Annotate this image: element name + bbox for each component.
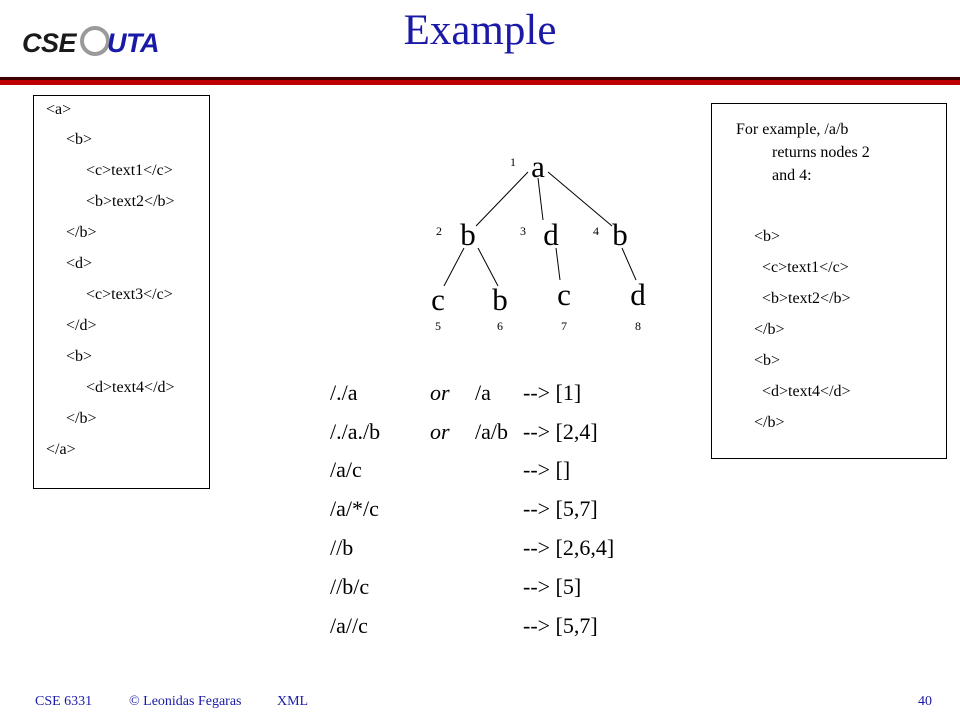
query-result: --> [5,7] — [523, 613, 598, 638]
xml-line: <c>text3</c> — [70, 286, 173, 303]
query-result: --> [2,6,4] — [523, 535, 615, 560]
tree-node-4-label: b — [612, 217, 628, 252]
query-path: /./a./b — [330, 419, 381, 444]
result-xml-line: <b> — [754, 228, 781, 245]
slide-title: Example — [403, 7, 557, 54]
query-or: or — [430, 380, 450, 405]
tree-node-3-id: 3 — [520, 224, 526, 238]
xml-line: <d>text4</d> — [70, 379, 175, 396]
result-xml-line: </b> — [754, 414, 785, 431]
tree-node-2-id: 2 — [436, 224, 442, 238]
tree-node-8-label: d — [630, 277, 646, 312]
tree-node-6-id: 6 — [497, 319, 503, 333]
xml-line: <c>text1</c> — [70, 162, 173, 179]
tree-node-5-label: c — [431, 282, 445, 317]
tree-node-1-id: 1 — [510, 155, 516, 169]
query-or: or — [430, 419, 450, 444]
query-result: --> [5,7] — [523, 496, 598, 521]
tree-node-7-label: c — [557, 277, 571, 312]
xml-line: <b> — [58, 131, 93, 148]
note-line: For example, /a/b — [736, 121, 849, 138]
example-note — [736, 118, 870, 187]
example-result-box — [711, 103, 947, 459]
xml-line: </b> — [58, 224, 97, 241]
query-result: --> [5] — [523, 574, 582, 599]
tree-node-4-id: 4 — [593, 224, 599, 238]
note-line: and 4: — [772, 167, 812, 184]
footer-topic: XML — [277, 694, 309, 709]
xml-tree-diagram — [410, 140, 670, 340]
xml-document-box — [33, 95, 210, 489]
footer-page-number: 40 — [918, 694, 932, 709]
query-result: --> [] — [523, 457, 571, 482]
xml-line: <b> — [58, 348, 93, 365]
tree-node-2-label: b — [460, 217, 476, 252]
result-xml-line: <b> — [754, 352, 781, 369]
query-path: /a//c — [330, 613, 368, 638]
query-path: /./a — [330, 380, 358, 405]
xml-line: <d> — [58, 255, 93, 272]
note-line: returns nodes 2 — [772, 144, 870, 161]
xml-line: </d> — [58, 317, 97, 334]
tree-node-1-label: a — [531, 149, 545, 184]
xml-line: </b> — [58, 410, 97, 427]
query-path: //b/c — [330, 574, 370, 599]
query-result: --> [1] — [523, 380, 582, 405]
tree-node-5-id: 5 — [435, 319, 441, 333]
footer-author: © Leonidas Fegaras — [129, 694, 242, 709]
query-path: /a/*/c — [330, 496, 379, 521]
query-alt: /a — [475, 380, 491, 405]
xml-line: <b>text2</b> — [70, 193, 175, 210]
query-path: //b — [330, 535, 354, 560]
tree-node-7-id: 7 — [561, 319, 567, 333]
result-xml-line: <d>text4</d> — [754, 383, 851, 400]
query-alt: /a/b — [475, 419, 508, 444]
result-xml-line: </b> — [754, 321, 785, 338]
tree-node-8-id: 8 — [635, 319, 641, 333]
svg-text:UTA: UTA — [107, 28, 159, 58]
title-divider — [0, 77, 960, 85]
query-result: --> [2,4] — [523, 419, 598, 444]
logo-text: CSE — [22, 28, 77, 58]
xml-line: </a> — [46, 441, 76, 458]
footer-course: CSE 6331 — [35, 694, 93, 709]
query-path: /a/c — [330, 457, 362, 482]
xml-line: <a> — [46, 101, 72, 118]
result-xml-line: <c>text1</c> — [754, 259, 849, 276]
result-xml-line: <b>text2</b> — [754, 290, 851, 307]
tree-node-6-label: b — [492, 282, 508, 317]
tree-node-3-label: d — [543, 217, 559, 252]
